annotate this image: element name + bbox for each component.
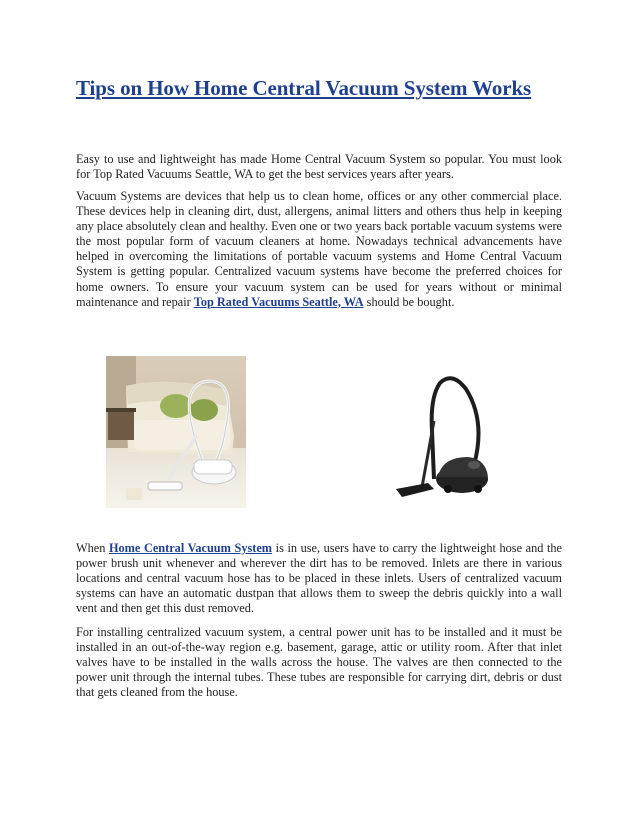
home-central-vacuum-link[interactable]: Home Central Vacuum System bbox=[108, 541, 273, 555]
paragraph-text-end: should be bought. bbox=[363, 294, 455, 309]
top-rated-vacuums-link[interactable]: Top Rated Vacuums Seattle, WA bbox=[193, 294, 364, 309]
paragraph-text: Vacuum Systems are devices that help us to clean home, offices or any other commercial place. These devices help in cleaning dirt, dust, allergens, animal litters and others thus help in keeping any place absolutely clean and healthy. Even one or two years back portable vacuum systems were the most popular form of vacuum cleaners at home. Nowadays technical advancements have helped in overcoming the limitations of portable vacuum systems and Home Central Vacuum System is getting popular. Centralized vacuum systems have become the preferred choices for home owners. To ensure your vacuum system can be used for years without or minimal maintenance and repair bbox=[76, 189, 562, 309]
installation-paragraph: For installing centralized vacuum system, a central power unit has to be installed and it must be installed in an out-of-the-way region e.g. basement, garage, attic or utility room. After that inlet valves have to be installed in the walls across the house. The valves are then connected to the power unit through the internal tubes. These tubes are responsible for carrying dirt, debris or dust that gets cleaned from the house. bbox=[76, 625, 562, 700]
black-vacuum-image bbox=[382, 361, 500, 507]
usage-paragraph bbox=[76, 541, 562, 616]
paragraph-text: When bbox=[76, 541, 109, 555]
paragraph-text-end: is in use, users have to carry the lightweight hose and the power brush unit whenever and wherever the dirt has to be removed. Inlets are there in various locations and central vacuum hose has to be placed in these inlets. Users of centralized vacuum systems can have an automatic dustpan that allows them to sweep the debris quickly into a wall vent and then get this dust removed. bbox=[76, 541, 562, 616]
intro-paragraph: Easy to use and lightweight has made Home Central Vacuum System so popular. You must look for Top Rated Vacuums Seattle, WA to get the best services years after years. bbox=[76, 152, 562, 182]
vacuum-systems-paragraph bbox=[76, 189, 562, 310]
white-vacuum-image bbox=[106, 356, 246, 508]
page-title: Tips on How Home Central Vacuum System Works bbox=[76, 76, 532, 100]
